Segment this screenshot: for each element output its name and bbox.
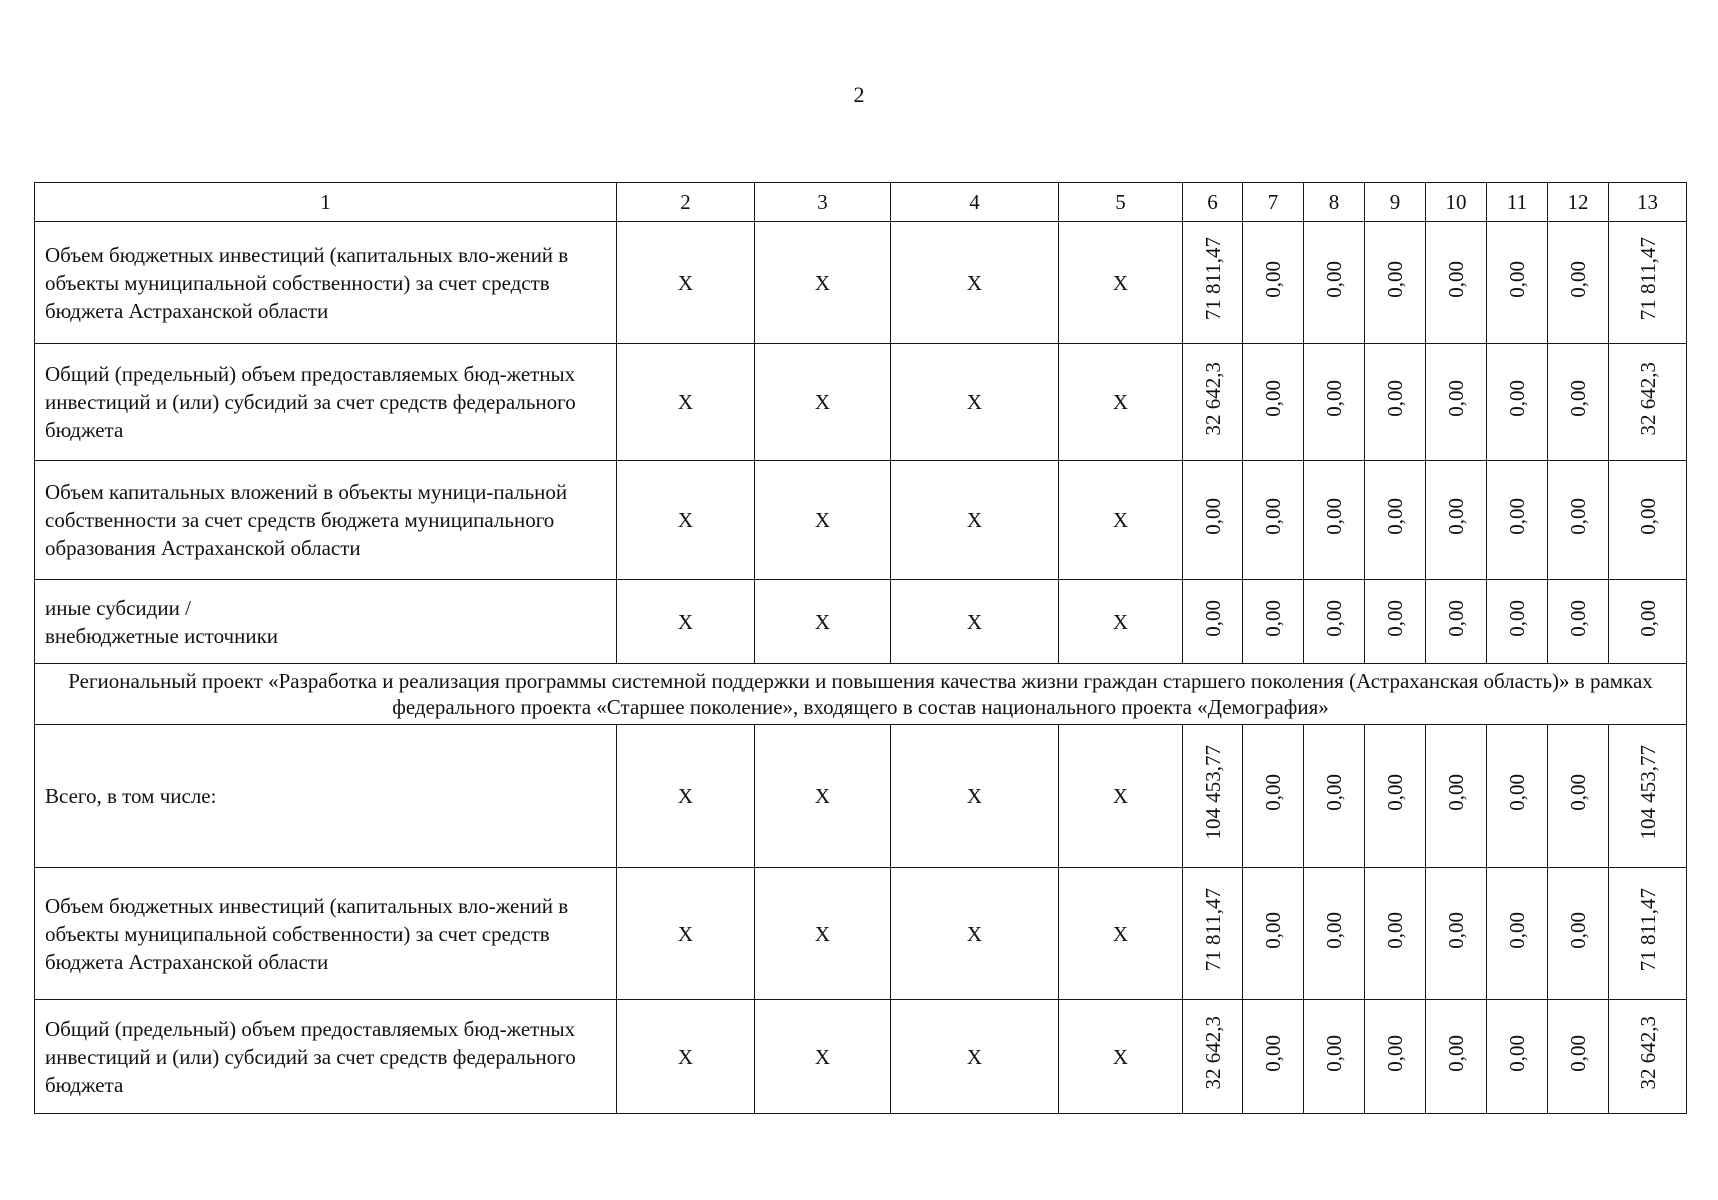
row-label: Объем капитальных вложений в объекты муници-пальной собственности за счет средств бюджета муниципального образования Астраханской области <box>35 461 617 580</box>
value-text: 0,00 <box>1322 911 1346 949</box>
value-text: 32 642,3 <box>1200 1016 1225 1090</box>
project-title-row <box>35 664 1687 725</box>
column-header: 3 <box>755 183 891 222</box>
value-text: 0,00 <box>1322 498 1346 535</box>
value-cell <box>1548 344 1609 461</box>
value-text: 71 811,47 <box>1635 888 1660 972</box>
value-text: 0,00 <box>1322 599 1346 637</box>
value-cell <box>1183 580 1243 664</box>
value-cell <box>1365 344 1426 461</box>
column-header: 11 <box>1487 183 1548 222</box>
value-cell <box>1365 461 1426 580</box>
x-mark: X <box>755 1000 891 1114</box>
value-text: 104 453,77 <box>1200 745 1225 840</box>
value-cell <box>1183 1000 1243 1114</box>
value-text: 71 811,47 <box>1635 237 1660 321</box>
table-row <box>35 725 1687 868</box>
row-label: Общий (предельный) объем предоставляемых бюд-жетных инвестиций и (или) субсидий за счет средств федерального бюджета <box>35 344 617 461</box>
value-text: 104 453,77 <box>1635 745 1660 840</box>
value-text: 0,00 <box>1444 260 1468 298</box>
value-cell <box>1487 580 1548 664</box>
value-text: 0,00 <box>1566 498 1590 535</box>
value-text: 32 642,3 <box>1635 361 1660 436</box>
x-mark: X <box>755 222 891 344</box>
value-cell <box>1304 222 1365 344</box>
value-text: 0,00 <box>1261 498 1285 535</box>
value-cell <box>1183 222 1243 344</box>
row-label: Объем бюджетных инвестиций (капитальных вло-жений в объекты муниципальной собственности) за счет средств бюджета Астраханской области <box>35 222 617 344</box>
value-text: 0,00 <box>1383 380 1407 417</box>
value-text: 0,00 <box>1261 1034 1285 1072</box>
column-number-row <box>35 183 1687 222</box>
value-text: 32 642,3 <box>1635 1016 1660 1090</box>
column-header: 1 <box>35 183 617 222</box>
x-mark: X <box>1059 344 1183 461</box>
value-cell <box>1609 222 1687 344</box>
value-text: 0,00 <box>1505 599 1529 637</box>
value-cell <box>1487 868 1548 1000</box>
value-cell <box>1183 461 1243 580</box>
value-text: 0,00 <box>1566 599 1590 637</box>
value-text: 0,00 <box>1505 1034 1529 1072</box>
value-cell <box>1609 1000 1687 1114</box>
value-text: 0,00 <box>1322 774 1346 811</box>
value-cell <box>1548 1000 1609 1114</box>
value-cell <box>1304 868 1365 1000</box>
value-cell <box>1243 725 1304 868</box>
x-mark: X <box>755 344 891 461</box>
x-mark: X <box>617 461 755 580</box>
x-mark: X <box>891 725 1059 868</box>
value-text: 0,00 <box>1261 911 1285 949</box>
value-cell <box>1487 344 1548 461</box>
x-mark: X <box>1059 868 1183 1000</box>
x-mark: X <box>617 222 755 344</box>
value-text: 0,00 <box>1383 599 1407 637</box>
row-label: Общий (предельный) объем предоставляемых бюд-жетных инвестиций и (или) субсидий за счет средств федерального бюджета <box>35 1000 617 1114</box>
x-mark: X <box>617 1000 755 1114</box>
x-mark: X <box>891 1000 1059 1114</box>
value-cell <box>1243 344 1304 461</box>
value-cell <box>1487 461 1548 580</box>
column-header: 8 <box>1304 183 1365 222</box>
column-header: 12 <box>1548 183 1609 222</box>
x-mark: X <box>755 725 891 868</box>
project-title: Региональный проект «Разработка и реализация программы системной поддержки и повышения качества жизни граждан старшего поколения (Астраханская область)» в рамках федерального проекта «Старшее поколение», входящего в состав национального проекта «Демография» <box>35 664 1687 725</box>
value-text: 0,00 <box>1505 911 1529 949</box>
value-cell <box>1183 725 1243 868</box>
value-cell <box>1243 461 1304 580</box>
value-cell <box>1487 1000 1548 1114</box>
value-cell <box>1365 580 1426 664</box>
value-text: 0,00 <box>1261 260 1285 298</box>
column-header: 7 <box>1243 183 1304 222</box>
x-mark: X <box>1059 725 1183 868</box>
column-header: 6 <box>1183 183 1243 222</box>
value-text: 0,00 <box>1635 498 1660 535</box>
x-mark: X <box>617 868 755 1000</box>
value-cell <box>1365 868 1426 1000</box>
value-cell <box>1243 868 1304 1000</box>
value-cell <box>1487 222 1548 344</box>
value-cell <box>1548 222 1609 344</box>
value-cell <box>1426 461 1487 580</box>
value-cell <box>1183 868 1243 1000</box>
value-text: 0,00 <box>1322 380 1346 417</box>
value-cell <box>1426 725 1487 868</box>
value-text: 0,00 <box>1322 260 1346 298</box>
value-text: 0,00 <box>1383 774 1407 811</box>
x-mark: X <box>1059 580 1183 664</box>
x-mark: X <box>891 580 1059 664</box>
column-header: 9 <box>1365 183 1426 222</box>
x-mark: X <box>755 580 891 664</box>
table-row <box>35 461 1687 580</box>
value-cell <box>1548 868 1609 1000</box>
value-text: 0,00 <box>1444 911 1468 949</box>
value-text: 0,00 <box>1200 599 1225 637</box>
table-row <box>35 868 1687 1000</box>
column-header: 5 <box>1059 183 1183 222</box>
page-number: 2 <box>853 82 865 107</box>
value-text: 0,00 <box>1566 774 1590 811</box>
value-cell <box>1609 344 1687 461</box>
value-text: 0,00 <box>1505 260 1529 298</box>
table-row <box>35 1000 1687 1114</box>
x-mark: X <box>1059 461 1183 580</box>
x-mark: X <box>891 461 1059 580</box>
value-cell <box>1243 580 1304 664</box>
value-cell <box>1304 344 1365 461</box>
budget-table <box>34 182 1687 1114</box>
value-text: 0,00 <box>1444 380 1468 417</box>
value-text: 0,00 <box>1383 260 1407 298</box>
value-text: 0,00 <box>1444 774 1468 811</box>
value-cell <box>1304 1000 1365 1114</box>
value-cell <box>1426 1000 1487 1114</box>
value-cell <box>1183 344 1243 461</box>
value-text: 0,00 <box>1383 498 1407 535</box>
value-text: 0,00 <box>1635 599 1660 637</box>
value-text: 0,00 <box>1566 380 1590 417</box>
value-cell <box>1365 222 1426 344</box>
column-header: 4 <box>891 183 1059 222</box>
value-cell <box>1487 725 1548 868</box>
x-mark: X <box>891 344 1059 461</box>
value-cell <box>1426 344 1487 461</box>
row-label: Всего, в том числе: <box>35 725 617 868</box>
x-mark: X <box>617 725 755 868</box>
column-header: 10 <box>1426 183 1487 222</box>
value-cell <box>1548 461 1609 580</box>
value-cell <box>1243 1000 1304 1114</box>
value-text: 0,00 <box>1505 380 1529 417</box>
value-text: 0,00 <box>1566 260 1590 298</box>
value-text: 0,00 <box>1322 1034 1346 1072</box>
x-mark: X <box>617 344 755 461</box>
table-row <box>35 580 1687 664</box>
value-cell <box>1548 725 1609 868</box>
x-mark: X <box>617 580 755 664</box>
x-mark: X <box>755 868 891 1000</box>
value-cell <box>1304 725 1365 868</box>
value-text: 0,00 <box>1444 1034 1468 1072</box>
value-text: 71 811,47 <box>1200 237 1225 321</box>
value-text: 0,00 <box>1383 911 1407 949</box>
value-text: 0,00 <box>1566 911 1590 949</box>
column-header: 13 <box>1609 183 1687 222</box>
value-cell <box>1304 580 1365 664</box>
value-text: 0,00 <box>1261 774 1285 811</box>
value-text: 71 811,47 <box>1200 888 1225 972</box>
value-cell <box>1609 725 1687 868</box>
value-cell <box>1609 868 1687 1000</box>
table-row <box>35 344 1687 461</box>
value-cell <box>1426 222 1487 344</box>
value-text: 0,00 <box>1505 774 1529 811</box>
row-label: Объем бюджетных инвестиций (капитальных вло-жений в объекты муниципальной собственности) за счет средств бюджета Астраханской области <box>35 868 617 1000</box>
value-cell <box>1609 580 1687 664</box>
value-cell <box>1365 725 1426 868</box>
x-mark: X <box>1059 1000 1183 1114</box>
value-text: 0,00 <box>1505 498 1529 535</box>
value-text: 32 642,3 <box>1200 361 1225 436</box>
value-text: 0,00 <box>1566 1034 1590 1072</box>
table-row <box>35 222 1687 344</box>
value-cell <box>1426 580 1487 664</box>
value-text: 0,00 <box>1261 380 1285 417</box>
column-header: 2 <box>617 183 755 222</box>
value-cell <box>1243 222 1304 344</box>
value-text: 0,00 <box>1444 498 1468 535</box>
x-mark: X <box>755 461 891 580</box>
value-cell <box>1426 868 1487 1000</box>
value-cell <box>1548 580 1609 664</box>
value-cell <box>1365 1000 1426 1114</box>
value-text: 0,00 <box>1261 599 1285 637</box>
x-mark: X <box>1059 222 1183 344</box>
x-mark: X <box>891 868 1059 1000</box>
value-text: 0,00 <box>1383 1034 1407 1072</box>
value-text: 0,00 <box>1200 498 1225 535</box>
x-mark: X <box>891 222 1059 344</box>
value-cell <box>1609 461 1687 580</box>
value-text: 0,00 <box>1444 599 1468 637</box>
row-label: иные субсидии / внебюджетные источники <box>35 580 617 664</box>
value-cell <box>1304 461 1365 580</box>
